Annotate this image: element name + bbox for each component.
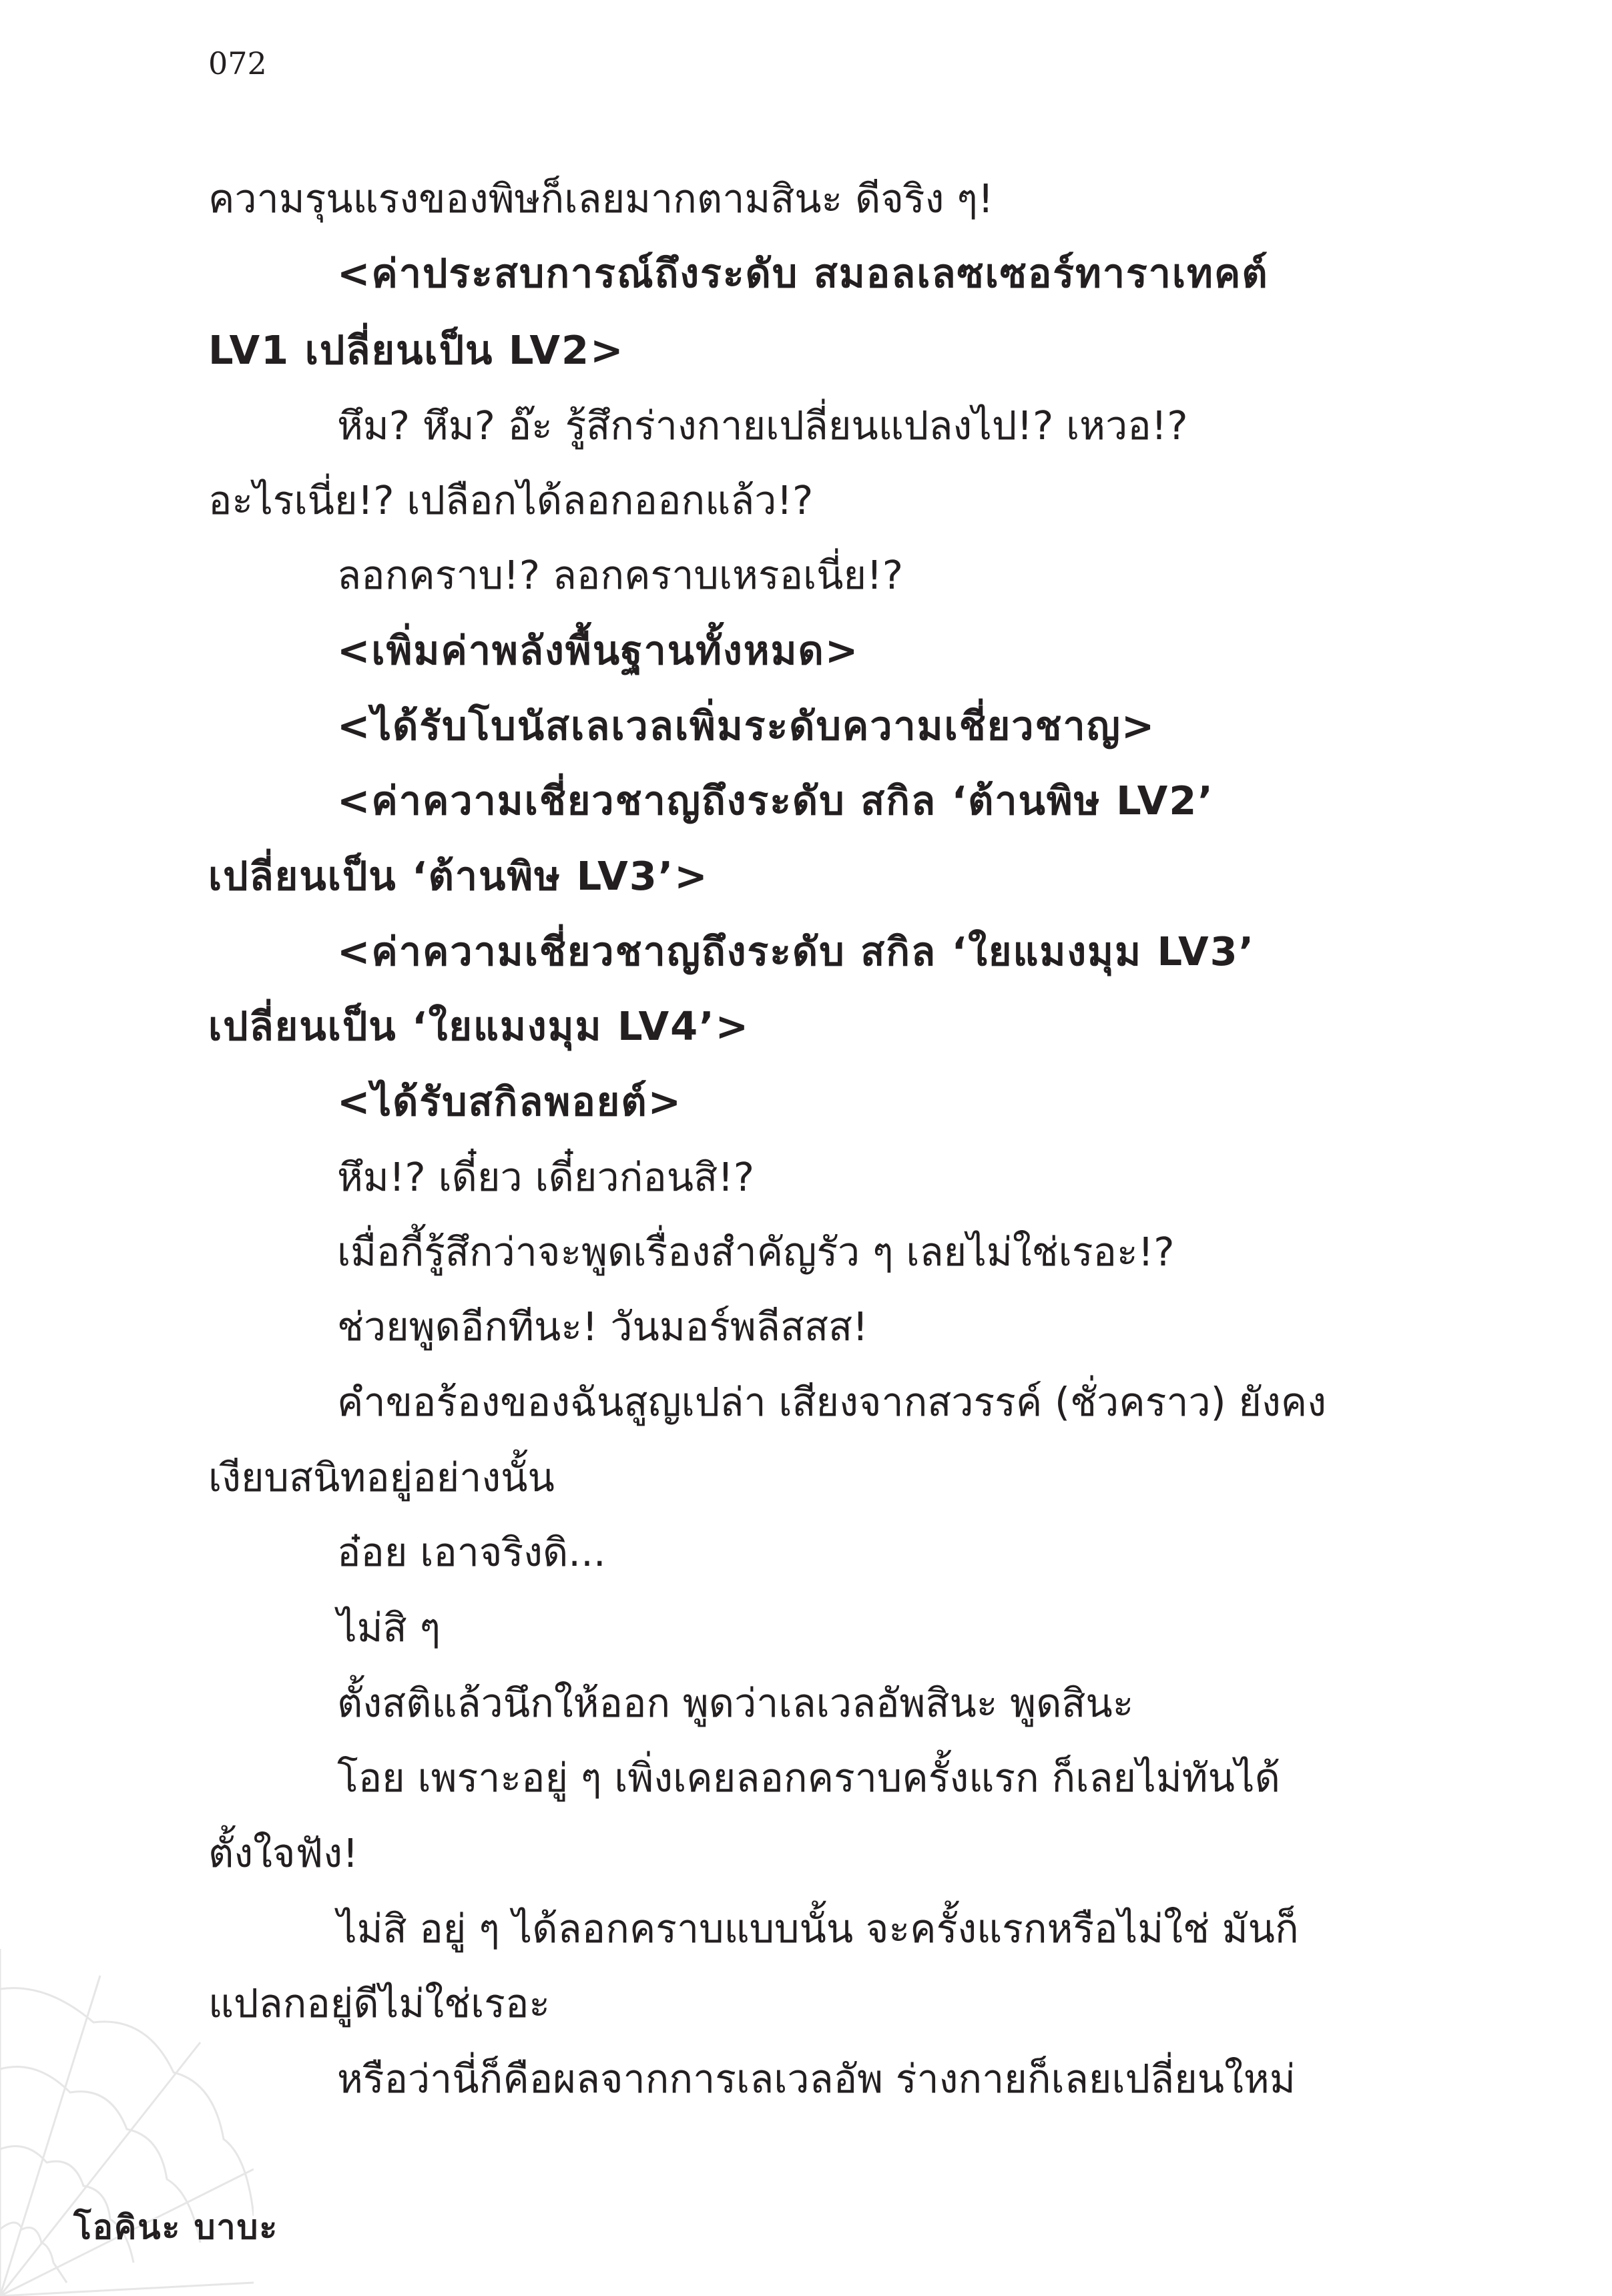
text-line: ลอกคราบ!? ลอกคราบเหรอเนี่ย!? [337,552,904,598]
system-message-line: เปลี่ยนเป็น ‘ใยแมงมุม LV4’> [208,1003,750,1049]
text-line: แปลกอยู่ดีไม่ใช่เรอะ [208,1980,551,2026]
text-line: อะไรเนี่ย!? เปลือกได้ลอกออกแล้ว!? [208,477,814,523]
text-line: หึม? หึม? อ๊ะ รู้สึกร่างกายเปลี่ยนแปลงไป!? เหวอ!? [337,402,1188,449]
text-line: หรือว่านี่ก็คือผลจากการเลเวลอัพ ร่างกายก็เลยเปลี่ยนใหม่ [337,2056,1296,2102]
text-line: ไม่สิ ๆ [337,1605,441,1651]
text-line: ช่วยพูดอีกทีนะ! วันมอร์พลีสสส! [337,1304,868,1350]
system-message-line: <ค่าความเชี่ยวชาญถึงระดับ สกิล ‘ต้านพิษ LV2’ [337,778,1214,824]
system-message-line: <ได้รับสกิลพอยต์> [337,1079,683,1125]
text-line: ไม่สิ อยู่ ๆ ได้ลอกคราบแบบนั้น จะครั้งแรกหรือไม่ใช่ มันก็ [337,1906,1299,1952]
page-number: 072 [208,45,267,81]
text-line: อ๋อย เอาจริงดิ... [337,1529,606,1575]
system-message-line: <ค่าประสบการณ์ถึงระดับ สมอลเลซเซอร์ทาราเทคต์ [337,250,1269,296]
system-message-line: เปลี่ยนเป็น ‘ต้านพิษ LV3’> [208,853,709,899]
system-message-line: <เพิ่มค่าพลังพื้นฐานทั้งหมด> [337,627,860,673]
text-line: คำขอร้องของฉันสูญเปล่า เสียงจากสวรรค์ (ชั่วคราว) ยังคง [337,1379,1327,1425]
text-line: เมื่อกี้รู้สึกว่าจะพูดเรื่องสำคัญรัว ๆ เลยไม่ใช่เรอะ!? [337,1229,1175,1275]
system-message-line: <ค่าความเชี่ยวชาญถึงระดับ สกิล ‘ใยแมงมุม LV3’ [337,928,1256,974]
text-line: โอย เพราะอยู่ ๆ เพิ่งเคยลอกคราบครั้งแรก ก็เลยไม่ทันได้ [337,1755,1280,1801]
text-line: ตั้งใจฟัง! [208,1830,358,1876]
system-message-line: LV1 เปลี่ยนเป็น LV2> [208,327,625,373]
system-message-line: <ได้รับโบนัสเลเวลเพิ่มระดับความเชี่ยวชาญ> [337,703,1156,749]
text-line: หึม!? เดี๋ยว เดี๋ยวก่อนสิ!? [337,1154,755,1200]
text-line: ความรุนแรงของพิษก็เลยมากตามสินะ ดีจริง ๆ! [208,176,994,222]
text-line: เงียบสนิทอยู่อย่างนั้น [208,1454,555,1500]
text-line: ตั้งสติแล้วนึกให้ออก พูดว่าเลเวลอัพสินะ พูดสินะ [337,1680,1134,1726]
book-author-footer: โอคินะ บาบะ [73,2208,279,2247]
